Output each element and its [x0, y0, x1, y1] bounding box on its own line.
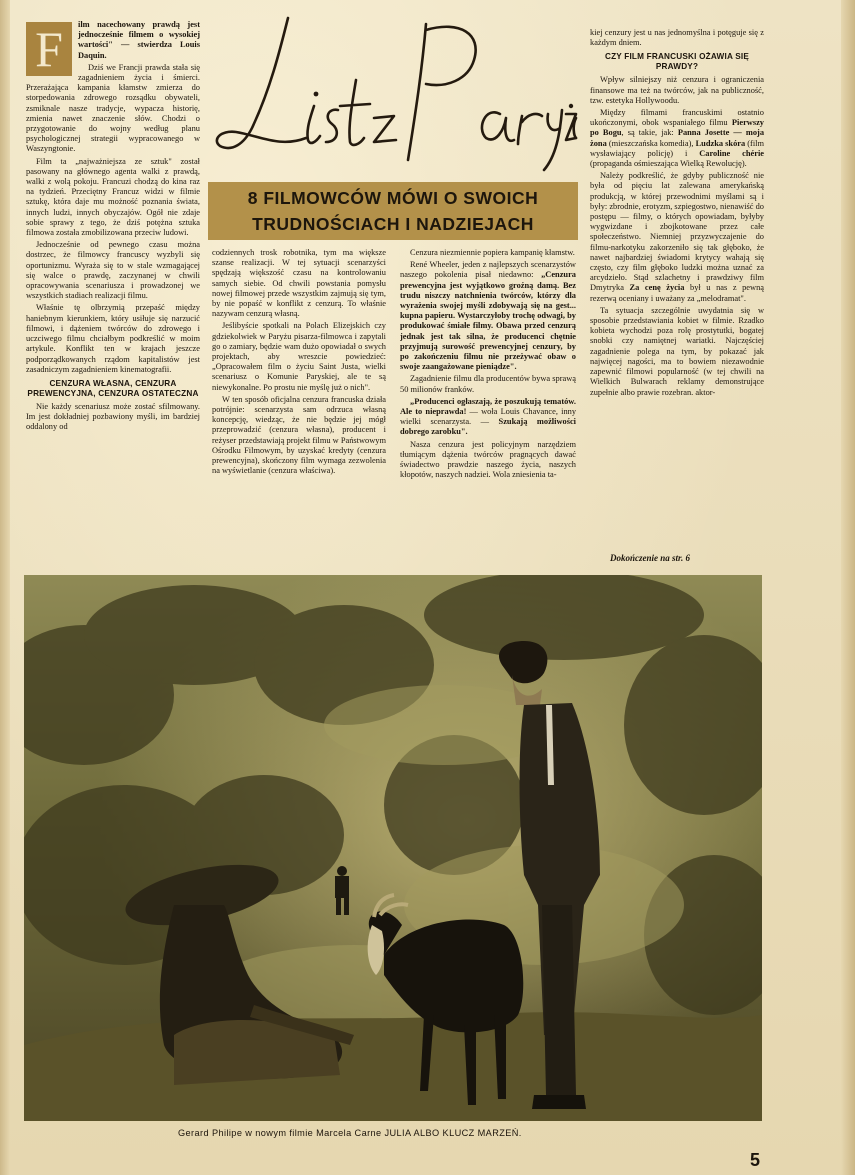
col1-subheading: CENZURA WŁASNA, CENZURA PREWENCYJNA, CENZURA OSTATECZNA — [27, 378, 199, 398]
page-edge-left — [0, 0, 10, 1175]
col4-paragraph-4: Ta sytuacja szczególnie uwydatnia się w sposobie przedstawiania kobiet w filmie. Rzadko kobieta wychodzi poza rolę prostytutki, bogatej snobki czy namiętnej wariatki. Najczęściej zagadnienie polega na tym, by pokazać jak najwięcej nagości, ma to bowiem niezawodnie zapewnić filmowi popularność (w tej chwili na Wielkich Bulwarach reklamy demonstrujące zupełnie albo prawie rozebran. aktor- — [590, 305, 764, 397]
col1-paragraph-5: Właśnie tę olbrzymią przepaść między haniebnym kierunkiem, który usiłuje się narzucić filmowi, i dążeniem twórców do zdrowego i uczciwego filmu chciałbym podkreślić w moim artykule. Konflikt ten w krajach jeszcze podporządkowanych rządom kapitalistów jest zasadniczym zagadnieniem kinematografii. — [26, 303, 200, 374]
col4-paragraph-2: Między filmami francuskimi ostatnio ukończonymi, obok wspaniałego filmu Pierwszy po Bogu, są takie, jak: Panna Josette — moja żona (mieszczańska komedia), Ludzka skóra (film wysławiający policję) i Caroline chérie (propaganda ośmieszająca Wielką Rewolucję). — [590, 108, 764, 169]
col1-paragraph-3: Film ta „najważniejsza ze sztuk" został pasowany na głównego agenta walki z prawdą, walki z wolą pokoju. Francuzi chodzą do kina raz na tydzień. Przeciętny Francuz widzi w filmie sztukę, która daje mu możność poznania świata, innych ludzi, innych obyczajów. Ogół nie zdaje sobie sprawy z tego, że dziś potężna sztuka filmowa została zmobilizowana przeciw ludowi. — [26, 156, 200, 238]
page-number: 5 — [750, 1150, 761, 1170]
column-3 — [400, 248, 576, 568]
col3-paragraph-3: Zagadnienie filmu dla producentów bywa sprawą 50 milionów franków. — [400, 374, 576, 394]
col2-paragraph-2: Jeślibyście spotkali na Polach Elizejskich czy gdziekolwiek w Paryżu pisarza-filmowca i zapytali go o zamiary, będzie wam dużo opowiadał o swych projektach, aby wreszcie powiedzieć: „Opracowałem film o życiu Saint Justa, wielki scenariusz o Komunie Paryskiej, ale te są niewykonalne. Po prostu nie myślę już o nich". — [212, 321, 386, 392]
headline-line-2: TRUDNOŚCIACH I NADZIEJACH — [252, 214, 534, 234]
col1-paragraph-4: Jednocześnie od pewnego czasu można dostrzec, że filmowcy francuscy wyzbyli się oportunizmu. Wyraża się to w stale wzmagającej się walce o prawdę, zaczynanej w chwili opracowywania scenariusza i prowadzonej we wszystkich stadiach realizacji filmu. — [26, 240, 200, 301]
col4-paragraph-0: kiej cenzury jest u nas jednomyślna i potęguje się z każdym dniem. — [590, 28, 764, 48]
col2-paragraph-1: codziennych trosk robotnika, tym ma większe szanse realizacji. W tej sytuacji scenarzyści spędzają większość czasu na kontrolowaniu samych siebie. Od chwili powstania pomysłu nowej filmowej przede wszystkim zajmują się tym, by nie popaść w konflikt z cenzurą. To właśnie nazywam cenzurą własną. — [212, 248, 386, 319]
photo-caption: Gerard Philipe w nowym filmie Marcela Carne JULIA ALBO KLUCZ MARZEŃ. — [178, 1128, 522, 1138]
film-still-photo — [24, 575, 762, 1121]
col1-paragraph-2: Dziś we Francji prawda stała się zagadnieniem życia i śmierci. Przerażająca kampania kłamstw zmierza do storpedowania zdrowego rozsądku obywateli, zsmiknale nasze tradycje, wypacza historię, zmienia nawet znaczenie słów. Chodzi o przygotowanie do wojny według planu psychologicznej strategii wypracowanego w Waszyngtonie. — [26, 62, 200, 154]
col4-subheading: CZY FILM FRANCUSKI OŻAWIA SIĘ PRAWDY? — [604, 52, 750, 72]
column-4 — [590, 28, 764, 548]
column-1 — [26, 20, 200, 568]
col3-paragraph-5: Nasza cenzura jest policyjnym narzędziem tłumiącym dążenia twórców pragnących dawać świadectwo prawdzie naszego życia, naszych kłopotów, naszych nadziei. Wola zniesienia ta- — [400, 439, 576, 480]
drop-cap: F — [26, 22, 72, 76]
page-edge-right — [841, 0, 855, 1175]
col2-paragraph-3: W ten sposób oficjalna cenzura francuska działa potrójnie: scenarzysta sam odrzuca własną koncepcję, wiedząc, że nie będzie jej mógł przeprowadzić (cenzura własna), producent i reżyser przedstawiają projekt filmu w Państwowym Ośrodku Filmowym, by uzyskać kredyty (cenzura prewencyjna), skończony film wymaga zezwolenia na wyświetlanie (cenzura właściwa). — [212, 394, 386, 476]
headline-banner — [208, 182, 578, 240]
col3-paragraph-4: „Producenci ogłaszają, że poszukują tematów. Ale to nieprawda! — woła Louis Chavance, inny wielki scenarzysta. — Szukają możliwości dobrego zarobku". — [400, 396, 576, 437]
headline-line-1: 8 FILMOWCÓW MÓWI O SWOICH — [247, 188, 539, 208]
col4-paragraph-1: Wpływ silniejszy niż cenzura i ograniczenia finansowe ma też na twórców, jak na publiczność, tzw. estetyka Hollywoodu. — [590, 75, 764, 105]
col3-paragraph-2: René Wheeler, jeden z najlepszych scenarzystów naszego pokolenia pisał niedawno: „Cenzura prewencyjna jest wyjątkowo groźną damą. Bez trudu niszczy natchnienia twórców, którzy dla wyrażenia swojej myśli zdobywają się na gest... kupna papieru. Wystarczyłoby trochę odwagi, by produkować śmiałe filmy. Obawa przed cenzurą jednak jest tak silna, że producenci chętnie przyjmują surowość prewencyjnej cenzury, by po zakończeniu filmu nie przeżywać obaw o swoje zaangażowane pieniądze". — [400, 260, 576, 372]
col1-lead: ilm nacechowany prawdą jest jednocześnie filmem o wysokiej wartości" — stwierdza Louis Daquin. — [78, 20, 200, 60]
title-script-letter-from-paris — [210, 10, 578, 178]
col3-paragraph-1: Cenzura niezmiennie popiera kampanię kłamstw. — [410, 248, 575, 257]
continuation-note: Dokończenie na str. 6 — [610, 553, 691, 563]
column-2 — [212, 248, 386, 568]
col1-paragraph-6: Nie każdy scenariusz może zostać sfilmowany. Im jest dokładniej pozbawiony myśli, im bardziej oddalony od — [26, 401, 200, 432]
col4-paragraph-3: Należy podkreślić, że gdyby publiczność nie była od pięciu lat zalewana amerykańską produkcją, w której przewodnimi myślami są i były: zbrodnie, erotyzm, szpiegostwo, nienawiść do postępu — filmy, o których opowiadam, byłyby wygwizdane i zbojkotowane przez całe społeczeństwo. Niemniej przyzwyczajenie do filmu-narkotyku zakorzeniło się tak głęboko, że nawet najbardziej świadomi krytycy wahają się często, czy film głęboko ludzki można uznać za arcydzieło. Stąd szlachetny i prawdziwy film Dmytryka Za cenę życia był u nas z pewną rezerwą oceniany i uważany za „melodramat". — [590, 171, 764, 303]
